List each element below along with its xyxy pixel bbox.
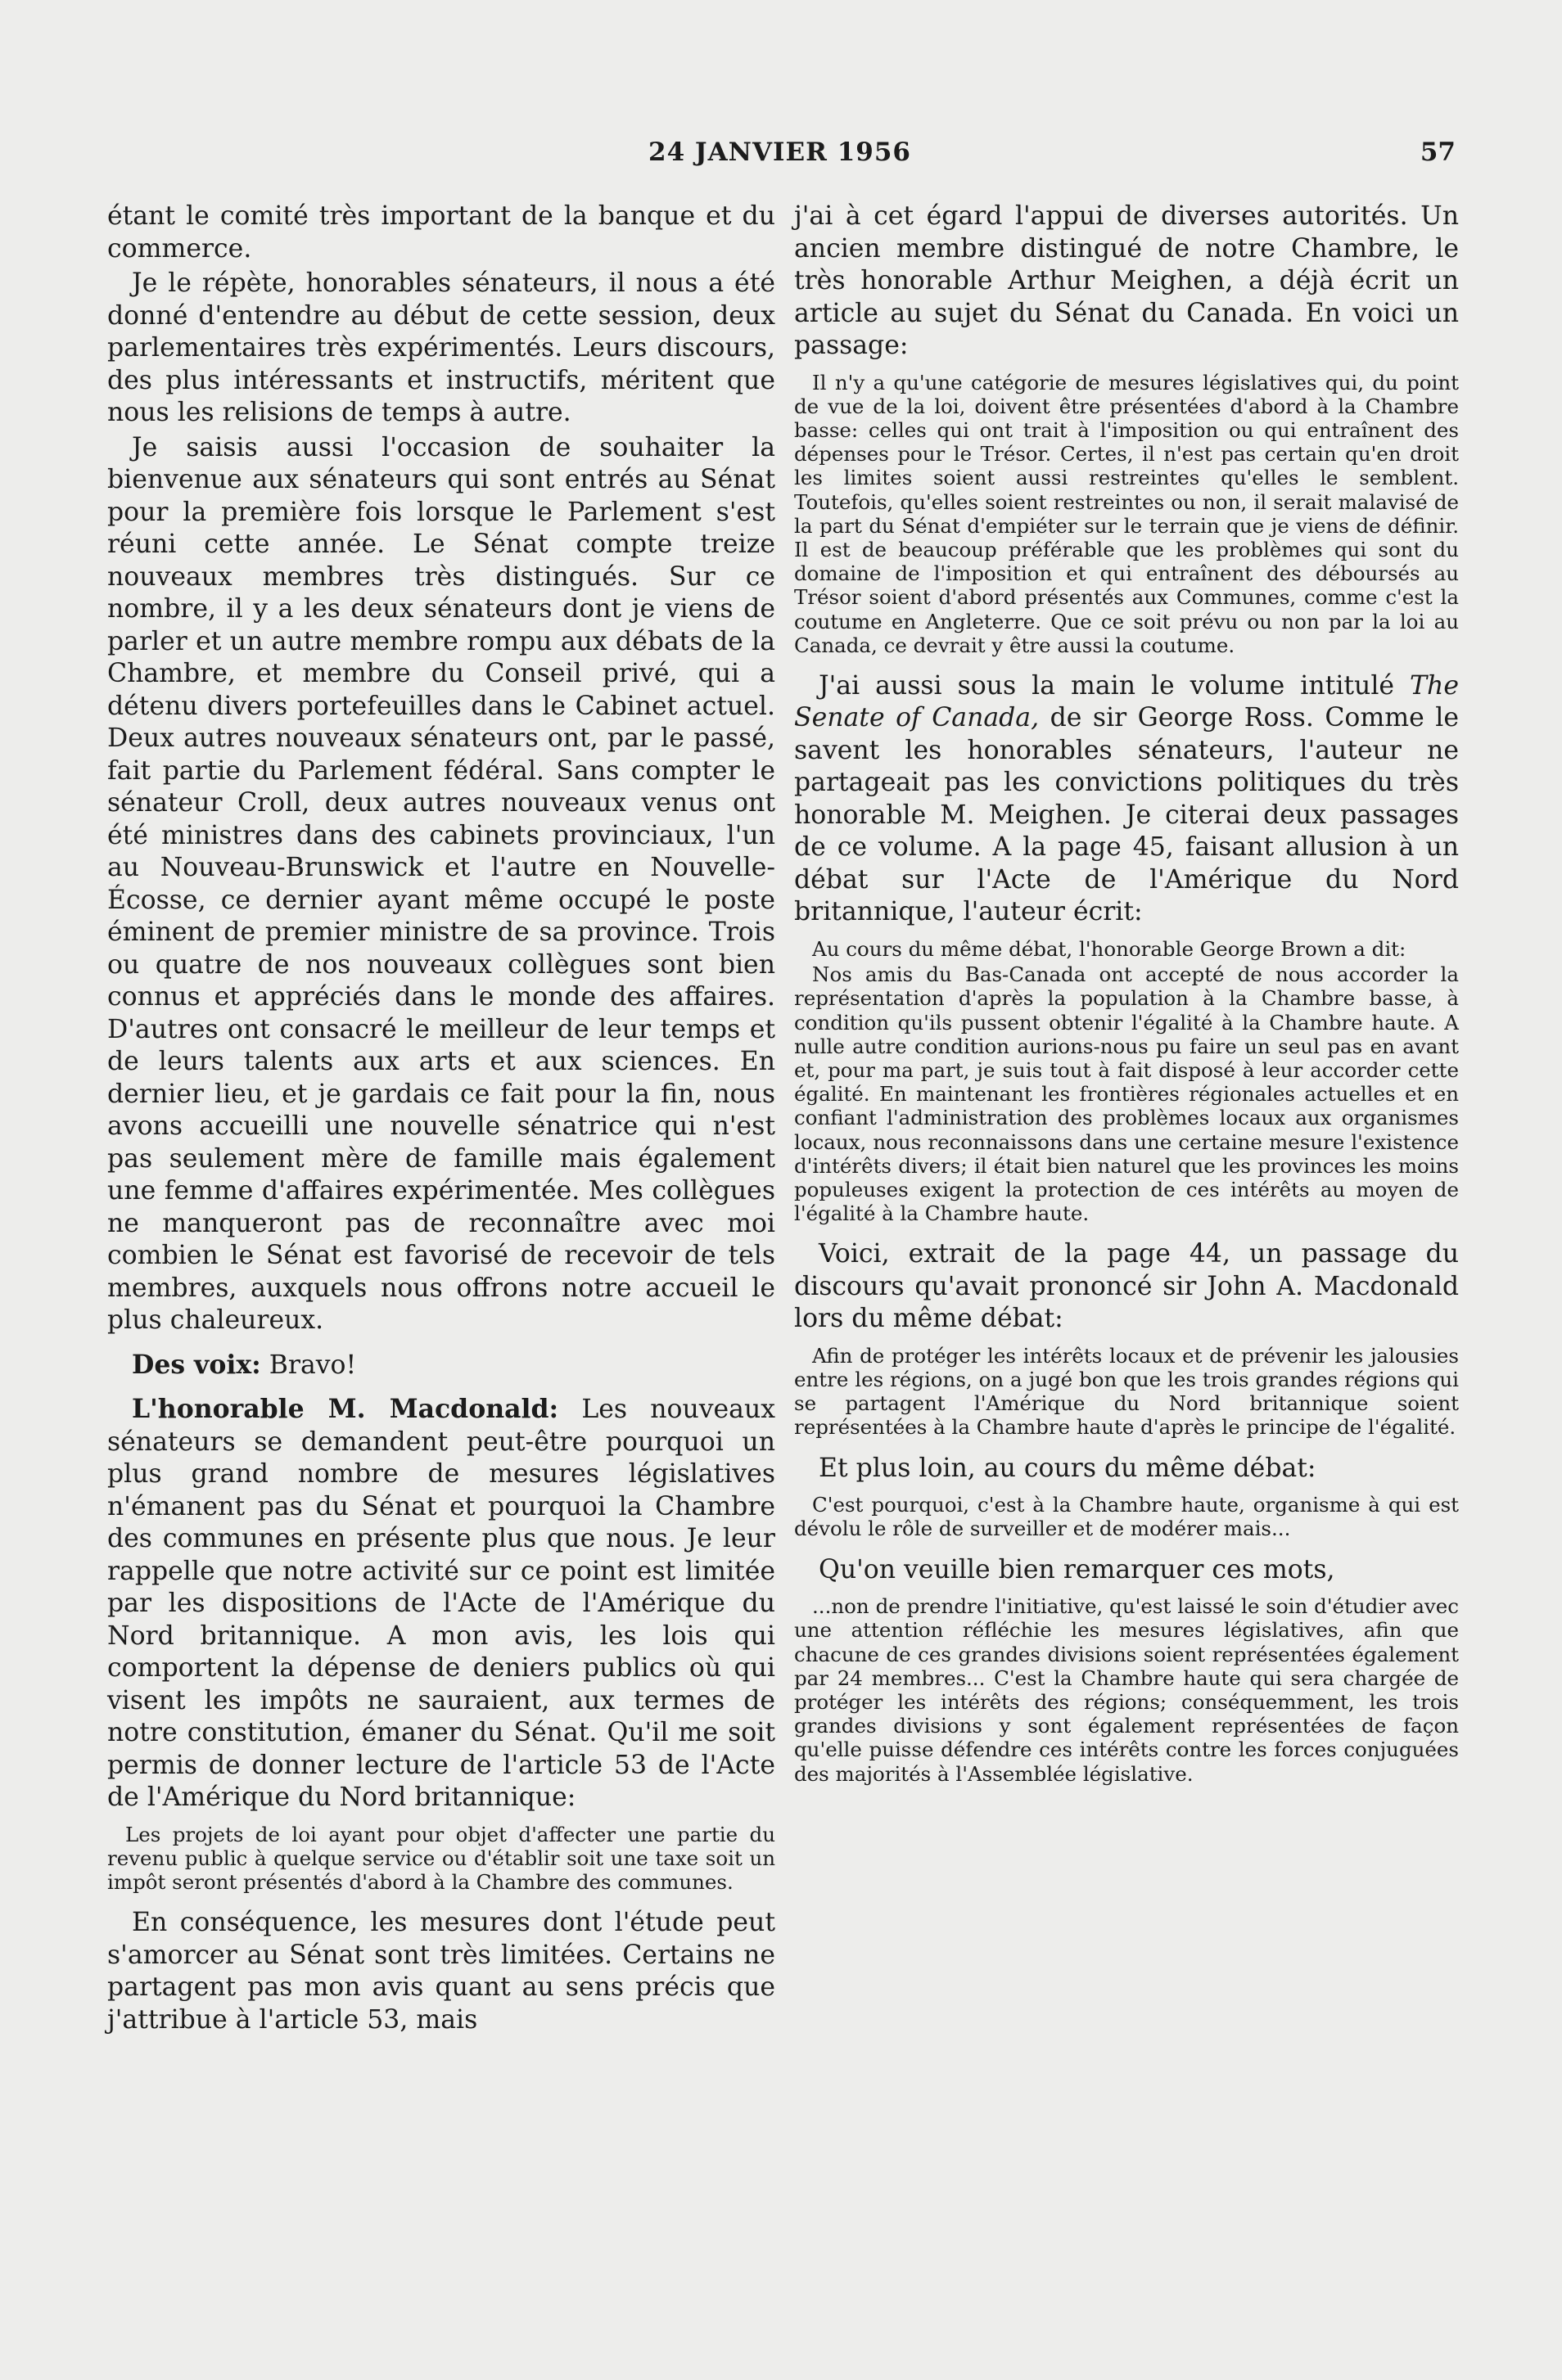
paragraph: Et plus loin, au cours du même débat: [819, 1453, 1316, 1483]
paragraph [794, 670, 1459, 929]
page-number: 57 [1420, 137, 1456, 167]
left-column [107, 201, 775, 2039]
paragraph: Je saisis aussi l'occasion de souhaiter la bienvenue aux sénateurs qui sont entrés au Sénat pour la première fois lorsque le Parlement s'est réuni cette année. Le Sénat compte treize nouveaux membres très distingués. Sur ce nombre, il y a les deux sénateurs dont je viens de parler et un autre membre rompu aux débats de la Chambre, et membre du Conseil privé, qui a détenu divers portefeuilles dans le Cabinet actuel. Deux autres nouveaux sénateurs ont, par le passé, fait partie du Parlement fédéral. Sans compter le sénateur Croll, deux autres nouveaux venus ont été ministres dans des cabinets provinciaux, l'un au Nouveau-Brunswick et l'autre en Nouvelle-Écosse, ce dernier ayant même occupé le poste éminent de premier ministre de sa province. Trois ou quatre de nos nouveaux collègues sont bien connus et appréciés dans le monde des affaires. D'autres ont consacré le meilleur de leur temps et de leurs talents aux arts et aux sciences. En dernier lieu, et je gardais ce fait pour la fin, nous avons accueilli une nouvelle sénatrice qui n'est pas seulement mère de famille mais également une femme d'affaires expérimentée. Mes collègues ne manqueront pas de reconnaître avec moi combien le Sénat est favorisé de recevoir de tels membres, auxquels nous offrons notre accueil le plus chaleureux. [107, 432, 775, 1335]
paragraph: Voici, extrait de la page 44, un passage du discours qu'avait prononcé sir John A. Macdonald lors du même débat: [794, 1239, 1459, 1334]
page-header [0, 137, 1562, 175]
text-run: de sir George Ross. Comme le savent les honorables sénateurs, l'auteur ne partageait pas les convictions politiques du très honorable M. Meighen. Je citerai deux passages de ce volume. A la page 45, faisant allusion à un débat sur l'Acte de l'Amérique du Nord britannique, l'auteur écrit: [794, 703, 1459, 927]
block-quote: Nos amis du Bas-Canada ont accepté de nous accorder la représentation d'après la population à la Chambre basse, à condition qu'ils pussent obtenir l'égalité à la Chambre haute. A nulle autre condition aurions-nous pu faire un seul pas en avant et, pour ma part, je suis tout à fait disposé à leur accorder cette égalité. En maintenant les frontières régionales actuelles et en confiant l'administration des problèmes locaux aux organismes locaux, nous reconnaissons dans une certaine mesure l'existence d'intérêts divers; il était bien naturel que les provinces les moins populeuses exigent la protection de ces intérêts au moyen de l'égalité à la Chambre haute. [794, 962, 1459, 1226]
book-title: The Senate of Canada, [794, 670, 1459, 733]
speaker-paragraph [107, 1393, 775, 1814]
paragraph: j'ai à cet égard l'appui de diverses autorités. Un ancien membre distingué de notre Chambre, le très honorable Arthur Meighen, a déjà écrit un article au sujet du Sénat du Canada. En voici un passage: [794, 201, 1459, 360]
block-quote: Au cours du même débat, l'honorable George Brown a dit: [812, 936, 1406, 961]
paragraph: étant le comité très important de la banque et du commerce. [107, 201, 775, 264]
speaker-paragraph [107, 1349, 775, 1382]
speaker-label: Des voix: [132, 1349, 261, 1380]
paragraph: En conséquence, les mesures dont l'étude peut s'amorcer au Sénat sont très limitées. Certains ne partagent pas mon avis quant au sens précis que j'attribue à l'article 53, mais [107, 1908, 775, 2035]
block-quote: ...non de prendre l'initiative, qu'est laissé le soin d'étudier avec une attention réfléchie les mesures législatives, afin que chacune de ces grandes divisions soient représentées également par 24 membres... C'est la Chambre haute qui sera chargée de protéger les intérêts des régions; conséquemment, les trois grandes divisions y sont également représentées de façon qu'elle puisse défendre ces intérêts contre les forces conjuguées des majorités à l'Assemblée législative. [794, 1594, 1459, 1786]
text-run: J'ai aussi sous la main le volume intitulé [819, 670, 1411, 701]
speaker-label: L'honorable M. Macdonald: [132, 1394, 559, 1424]
block-quote: C'est pourquoi, c'est à la Chambre haute, organisme à qui est dévolu le rôle de surveiller et de modérer mais... [794, 1493, 1459, 1541]
block-quote: Il n'y a qu'une catégorie de mesures législatives qui, du point de vue de la loi, doivent être présentées d'abord à la Chambre basse: celles qui ont trait à l'imposition ou qui entraînent des dépenses pour le Trésor. Certes, il n'est pas certain qu'en droit les limites soient aussi restreintes qu'elles le semblent. Toutefois, qu'elles soient restreintes ou non, il serait malavisé de la part du Sénat d'empiéter sur le terrain que je viens de définir. Il est de beaucoup préférable que les problèmes qui sont du domaine de l'imposition et qui entraînent des déboursés au Trésor soient d'abord présentés aux Communes, comme c'est la coutume en Angleterre. Que ce soit prévu ou non par la loi au Canada, ce devrait y être aussi la coutume. [794, 370, 1459, 657]
speech-text: Bravo! [269, 1350, 357, 1380]
speech-text: Les nouveaux sénateurs se demandent peut-être pourquoi un plus grand nombre de mesures législatives n'émanent pas du Sénat et pourquoi la Chambre des communes en présente plus que nous. Je leur rappelle que notre activité sur ce point est limitée par les dispositions de l'Acte de l'Amérique du Nord britannique. A mon avis, les lois qui comportent la dépense de deniers publics où qui visent les impôts ne sauraient, aux termes de notre constitution, émaner du Sénat. Qu'il me soit permis de donner lecture de l'article 53 de l'Acte de l'Amérique du Nord britannique: [107, 1395, 776, 1812]
running-title: 24 JANVIER 1956 [648, 137, 912, 167]
block-quote: Les projets de loi ayant pour objet d'affecter une partie du revenu public à quelque service ou d'établir soit une taxe soit un impôt seront présentés d'abord à la Chambre des communes. [107, 1822, 775, 1894]
paragraph: Qu'on veuille bien remarquer ces mots, [819, 1554, 1335, 1584]
block-quote: Afin de protéger les intérêts locaux et de prévenir les jalousies entre les régions, on a jugé bon que les trois grandes régions qui se partagent l'Amérique du Nord britannique soient représentées à la Chambre haute d'après le principe de l'égalité. [794, 1343, 1459, 1440]
right-column [794, 201, 1459, 1799]
paragraph: Je le répète, honorables sénateurs, il nous a été donné d'entendre au début de cette session, deux parlementaires très expérimentés. Leurs discours, des plus intéressants et instructifs, méritent que nous les relisions de temps à autre. [107, 268, 775, 427]
